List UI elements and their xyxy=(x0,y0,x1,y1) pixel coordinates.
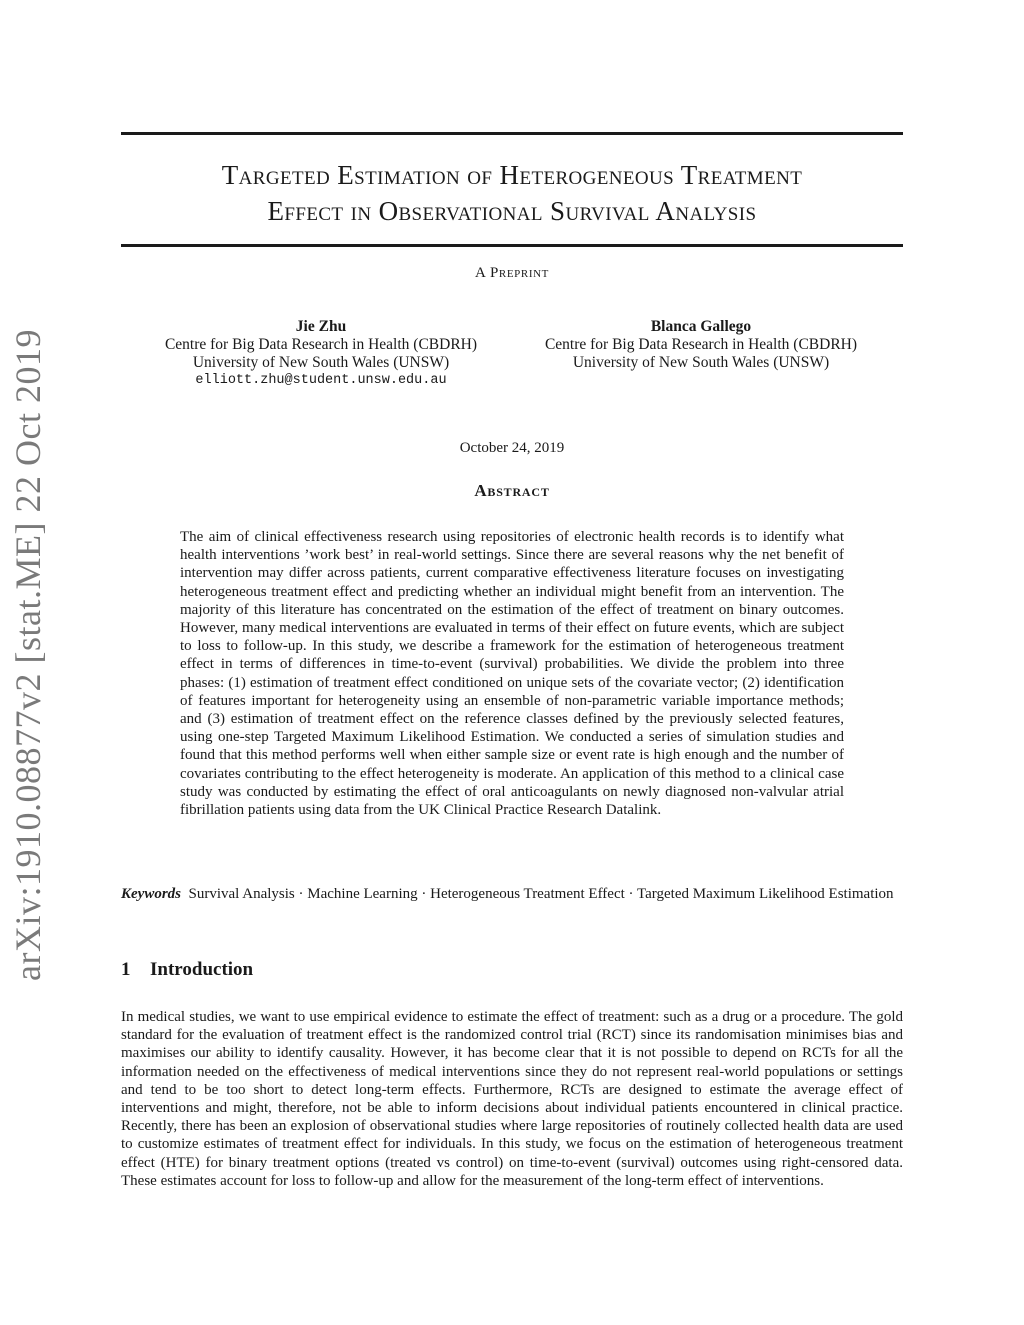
author-name: Blanca Gallego xyxy=(650,318,752,335)
author-block-1 xyxy=(131,318,511,390)
author-email: elliott.zhu@student.unsw.edu.au xyxy=(195,373,447,388)
paper-title-line-2: Effect in Observational Survival Analysis xyxy=(267,196,757,226)
section-heading-introduction xyxy=(121,959,253,981)
paper-title-line-1: Targeted Estimation of Heterogeneous Treatment xyxy=(221,160,803,190)
keywords-line xyxy=(121,885,903,903)
arxiv-identifier-text: arXiv:1910.08877v2 [stat.ME] 22 Oct 2019 xyxy=(8,329,49,981)
keywords-label: Keywords xyxy=(121,886,181,902)
paper-title xyxy=(121,157,903,229)
introduction-paragraph: In medical studies, we want to use empirical evidence to estimate the effect of treatment: such as a drug or a procedure. The gold standard for the evaluation of treatment effect is the randomized control trial (RCT) since its randomisation minimises bias and maximises our ability to identify causality. However, it has become clear that it is not possible to depend on RCTs for all the information needed on the effectiveness of medical interventions since they do not represent real-world populations or settings and tend to be too short to detect long-term effects. Furthermore, RCTs are designed to estimate the average effect of interventions and might, therefore, not be able to inform decisions about individual patients encountered in clinical practice. Recently, there has been an explosion of observational studies where large repositories of routinely collected health data are used to customize estimates of treatment effect for individuals. In this study, we focus on the estimation of heterogeneous treatment effect (HTE) for binary treatment options (treated vs control) on time-to-event (survival) outcomes using right-censored data. These estimates account for loss to follow-up and allow for the measurement of the long-term effect of interventions. xyxy=(121,1009,903,1189)
title-top-rule xyxy=(121,132,903,135)
abstract-body: The aim of clinical effectiveness research using repositories of electronic health records is to identify what health interventions ’work best’ in real-world settings. Since there are several reasons why the net benefit of intervention may differ across patients, current comparative effectiveness literature focuses on investigating heterogeneous treatment effect and predicting whether an individual might benefit from an intervention. The majority of this literature has concentrated on the estimation of the effect of treatment on binary outcomes. However, many medical interventions are evaluated in terms of their effect on future events, which are subject to loss to follow-up. In this study, we describe a framework for the estimation of heterogeneous treatment effect in terms of differences in time-to-event (survival) probabilities. We divide the problem into three phases: (1) estimation of treatment effect conditioned on unique sets of the covariate vector; (2) identification of features important for heterogeneity using an ensemble of non-parametric variable importance methods; and (3) estimation of treatment effect on the reference classes defined by the previously selected features, using one-step Targeted Maximum Likelihood Estimation. We conducted a series of simulation studies and found that this method performs well when either sample size or event rate is high enough and the number of covariates contributing to the effect heterogeneity is moderate. An application of this method to a clinical case study was conducted by estimating the effect of oral anticoagulants on newly diagnosed non-valvular atrial fibrillation patients using data from the UK Clinical Practice Research Datalink. xyxy=(180,529,844,819)
author-block-2 xyxy=(511,318,891,372)
section-title: Introduction xyxy=(150,959,254,980)
author-name: Jie Zhu xyxy=(295,318,347,335)
title-bottom-rule xyxy=(121,244,903,247)
publication-date: October 24, 2019 xyxy=(459,440,565,456)
author-affiliation: Centre for Big Data Research in Health (CBDRH) xyxy=(164,336,478,353)
preprint-label: A Preprint xyxy=(475,265,549,281)
arxiv-identifier-stamp xyxy=(6,329,50,981)
abstract-heading: Abstract xyxy=(474,481,550,500)
author-institution: University of New South Wales (UNSW) xyxy=(192,354,450,371)
author-institution: University of New South Wales (UNSW) xyxy=(572,354,830,371)
keywords-list: Survival Analysis · Machine Learning · Heterogeneous Treatment Effect · Targeted Maximum Likelihood Estimation xyxy=(188,886,894,902)
author-affiliation: Centre for Big Data Research in Health (CBDRH) xyxy=(544,336,858,353)
section-number: 1 xyxy=(121,959,131,980)
